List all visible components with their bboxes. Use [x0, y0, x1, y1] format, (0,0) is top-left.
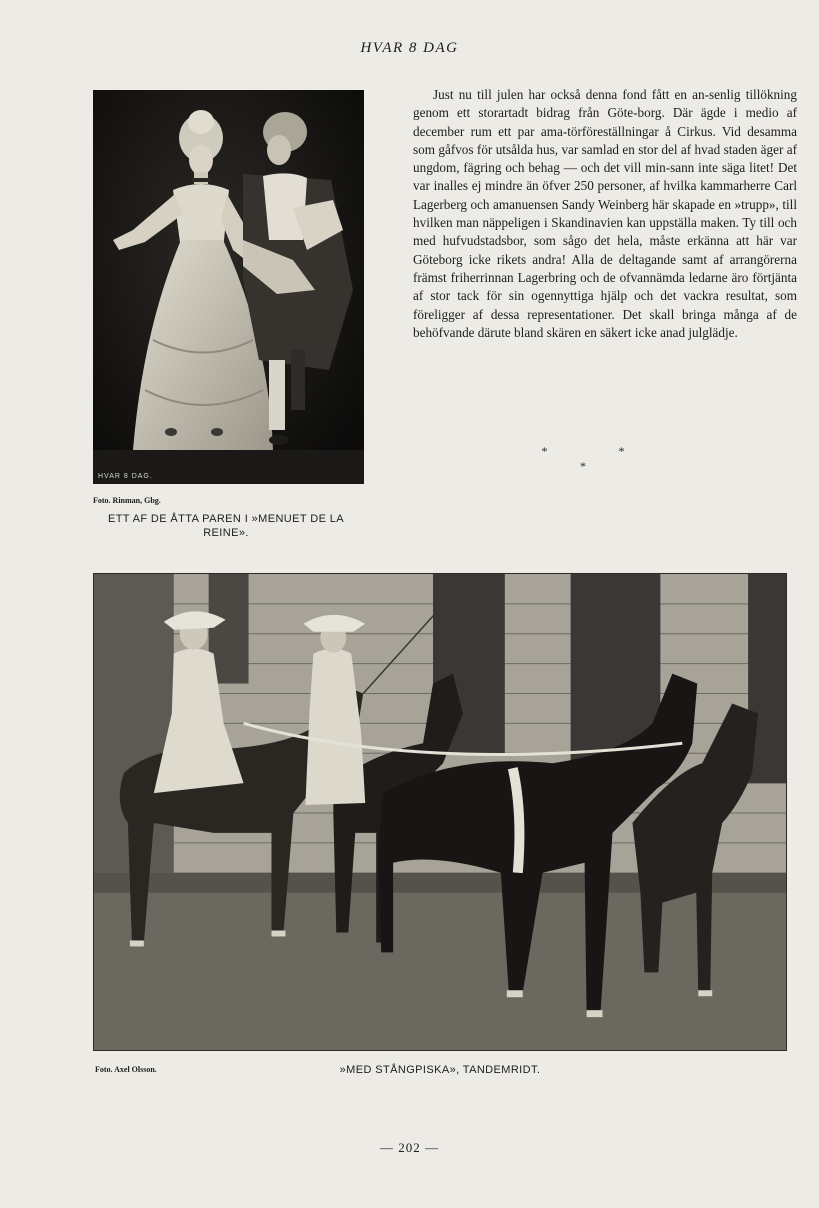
photo-caption-1: ETT AF DE ÅTTA PAREN I »MENUET DE LA REINE».: [107, 513, 345, 539]
photo-caption-2: »MED STÅNGPISKA», TANDEMRIDT.: [339, 1064, 541, 1076]
page-number: — 202 —: [380, 1140, 439, 1155]
section-asterisms: * * *: [541, 444, 659, 473]
tandem-ride-photo: [93, 573, 787, 1051]
article-paragraph: Just nu till julen har också denna fond fått en an-senlig tillökning genom ett storartadt bidrag från Göte-borg. Där ägde i medio af december rum ett par ama-törföreställningar å Cirkus. Vid desamma som gåfvos för utsålda hus, var samlad en stor del af hvad staden äger af ungdom, fägring och behag — och det vill min-sann inte säga litet! Det var inalles ej mindre än öfver 250 personer, af hvilka kammarherre Carl Lagerberg och amanuensen Sandy Weinberg här skapade en »trupp», till hvilken man näppeligen i Skandinavien kan uppställa maken. Ty till och med hufvudstadsbor, som sågo det hela, måste erkänna att här var Göteborg icke rikets andra! Alla de deltagande samt af arrangörerna främst friherrinnan Lagerbring och de ofvannämda ledarne äro förtjänta af stor tack för sin ogennyttiga hjälp och det vackra resultat, som föreligger af dessa representationer. Det skall bringa många af de behöfvande därute bland skären en säkert icke anad julglädje.: [413, 87, 797, 340]
photo-watermark: HVAR 8 DAG.: [98, 473, 153, 480]
photo-credit-1: Foto. Rinman, Gbg.: [93, 496, 161, 505]
page-header: HVAR 8 DAG: [360, 40, 459, 56]
article-text: [413, 86, 797, 342]
photo-credit-2: Foto. Axel Olsson.: [95, 1065, 157, 1074]
menuet-photo: [93, 90, 364, 484]
